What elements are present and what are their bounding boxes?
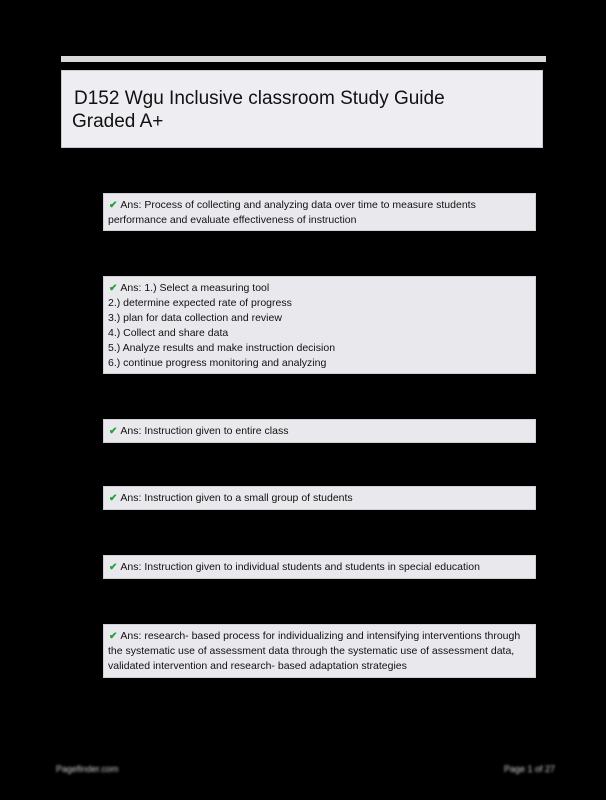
answer-line: 3.) plan for data collection and review <box>108 312 282 324</box>
answer-text: Ans: Instruction given to individual students and students in special education <box>120 561 480 573</box>
check-icon: ✔ <box>109 562 118 573</box>
document-title <box>72 87 522 133</box>
answer-box-5 <box>103 555 536 579</box>
answer-line: 6.) continue progress monitoring and analyzing <box>108 357 327 369</box>
answer-line: the systematic use of assessment data through the systematic use of assessment data, <box>108 645 515 657</box>
answer-line <box>108 629 529 644</box>
answer-box-4 <box>103 486 536 510</box>
answer-line <box>108 424 529 439</box>
answer-box-2 <box>103 276 536 374</box>
answer-line: 4.) Collect and share data <box>108 327 229 339</box>
check-icon: ✔ <box>109 493 118 504</box>
answer-box-3 <box>103 419 536 443</box>
answer-line <box>108 560 529 575</box>
answer-text: Ans: 1.) Select a measuring tool <box>120 282 270 294</box>
answer-text: Ans: Process of collecting and analyzing data over time to measure students <box>120 199 476 211</box>
top-divider <box>61 56 546 62</box>
answer-box-1 <box>103 193 536 231</box>
check-icon: ✔ <box>109 200 118 211</box>
answer-line: performance and evaluate effectiveness of instruction <box>108 214 357 226</box>
check-icon: ✔ <box>109 283 118 294</box>
check-icon: ✔ <box>109 426 118 437</box>
check-icon: ✔ <box>109 631 118 642</box>
answer-line <box>108 491 529 506</box>
document-title-line-2: Graded A+ <box>72 111 164 132</box>
footer-page-number: Page 1 of 27 <box>503 764 555 774</box>
answer-line: 2.) determine expected rate of progress <box>108 297 292 309</box>
footer-watermark-left: Pagefinder.com <box>56 764 119 774</box>
answer-line: validated intervention and research- based adaptation strategies <box>108 660 407 672</box>
answer-box-6 <box>103 624 536 678</box>
answer-text: Ans: Instruction given to entire class <box>120 425 289 437</box>
title-box <box>61 70 543 148</box>
answer-line: 5.) Analyze results and make instruction decision <box>108 342 336 354</box>
answer-line <box>108 198 529 213</box>
document-title-line-1: D152 Wgu Inclusive classroom Study Guide <box>74 88 445 109</box>
answer-text: Ans: research- based process for individualizing and intensifying interventions through <box>120 630 521 642</box>
answer-text: Ans: Instruction given to a small group of students <box>120 492 353 504</box>
answer-line <box>108 281 529 296</box>
